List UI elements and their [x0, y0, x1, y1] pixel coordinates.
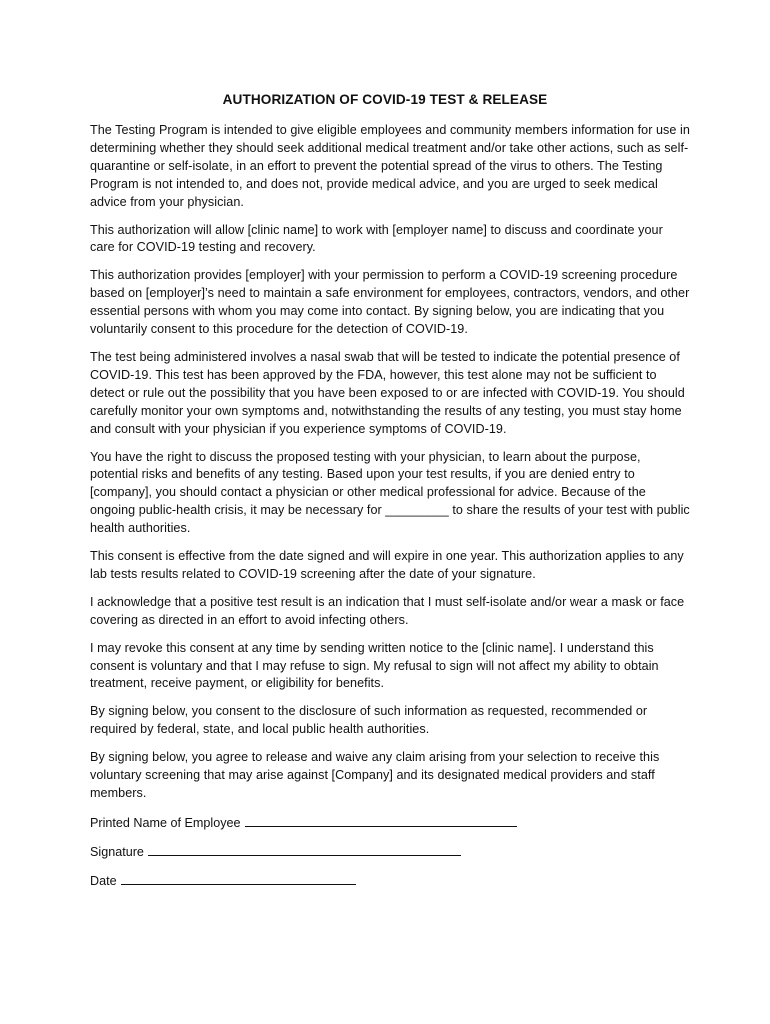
paragraph-authorization-employer: This authorization provides [employer] with your permission to perform a COVID-19 screening procedure based on [employer]’s need to maintain a safe environment for employees, contractors, vendors, and other essential persons with whom you may come into contact. By signing below, you are indicating that you voluntarily consent to this procedure for the detection of COVID-19.	[90, 268, 690, 337]
printed-name-field[interactable]	[245, 813, 517, 827]
paragraph-acknowledge-positive: I acknowledge that a positive test result is an indication that I must self-isolate and/or wear a mask or face covering as directed in an effort to avoid infecting others.	[90, 594, 685, 627]
paragraph-testing-program: The Testing Program is intended to give eligible employees and community members information for use in determining whether they should seek additional medical treatment and/or take other actions, such as self-quarantine or self-isolate, in an effort to prevent the potential spread of the virus to others. The Testing Program is not intended to, and does not, provide medical advice, and you are urged to seek medical advice from your physician.	[90, 123, 690, 209]
document-body	[90, 122, 690, 900]
paragraph-authorization-clinic: This authorization will allow [clinic name] to work with [employer name] to discuss and coordinate your care for COVID-19 testing and recovery.	[90, 222, 663, 255]
signature-field[interactable]	[148, 842, 461, 856]
signature-row	[90, 842, 690, 861]
paragraph-test-administration: The test being administered involves a nasal swab that will be tested to indicate the potential presence of COVID-19. This test has been approved by the FDA, however, this test alone may not be sufficient to detect or rule out the possibility that you have been exposed to or are infected with COVID-19. You should carefully monitor your own symptoms and, notwithstanding the results of any testing, you must stay home and consult with your physician if you experience symptoms of COVID-19.	[90, 349, 685, 436]
date-label: Date	[90, 873, 117, 888]
document-title: AUTHORIZATION OF COVID-19 TEST & RELEASE	[222, 92, 548, 107]
signature-block	[90, 813, 690, 890]
date-row	[90, 871, 690, 890]
printed-name-row	[90, 813, 690, 832]
paragraph-right-to-discuss: You have the right to discuss the proposed testing with your physician, to learn about the purpose, potential risks and benefits of any testing. Based upon your test results, if you are denied entry to [company], you should contact a physician or other medical professional for advice. Because of the ongoing public-health crisis, it may be necessary for _________ to share the results of your test with public health authorities.	[90, 449, 690, 536]
paragraph-release-waiver: By signing below, you agree to release and waive any claim arising from your selection to receive this voluntary screening that may arise against [Company] and its designated medical providers and staff members.	[90, 750, 660, 800]
paragraph-consent-duration: This consent is effective from the date signed and will expire in one year. This authorization applies to any lab tests results related to COVID-19 screening after the date of your signature.	[90, 549, 684, 581]
paragraph-revoke-consent: I may revoke this consent at any time by sending written notice to the [clinic name]. I understand this consent is voluntary and that I may refuse to sign. My refusal to sign will not affect my ability to obtain treatment, receive payment, or eligibility for benefits.	[90, 640, 659, 691]
printed-name-label: Printed Name of Employee	[90, 815, 241, 830]
date-field[interactable]	[121, 871, 356, 885]
paragraph-disclosure-consent: By signing below, you consent to the disclosure of such information as requested, recommended or required by federal, state, and local public health authorities.	[90, 704, 648, 737]
signature-label: Signature	[90, 844, 144, 859]
